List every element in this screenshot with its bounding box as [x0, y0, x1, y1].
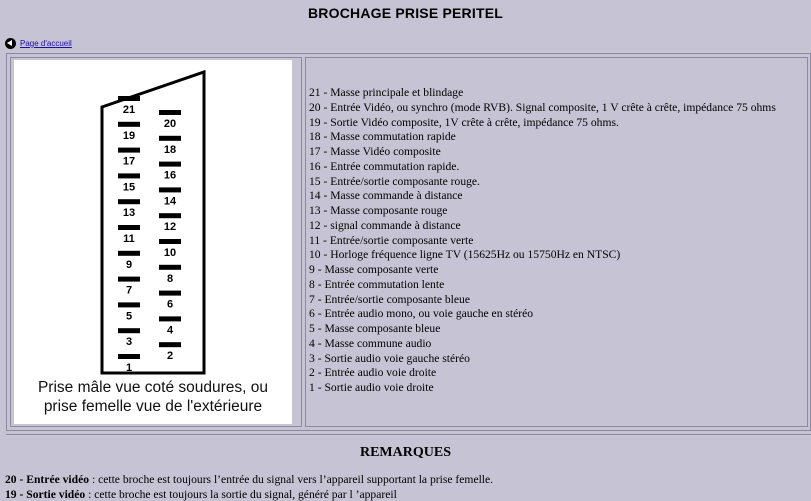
pin-description: 16 - Entrée commutation rapide.: [309, 159, 460, 173]
page-title: BROCHAGE PRISE PERITEL: [308, 5, 503, 21]
pin-contact: [118, 277, 140, 282]
pin-number: 5: [125, 310, 133, 323]
pin-contact: [159, 291, 181, 296]
remark-text: : cette broche est toujours la sortie du signal, généré par l ’appareil: [85, 488, 397, 501]
pin-contact: [118, 122, 140, 127]
pin-number: 10: [163, 247, 177, 259]
left-pin-column: [118, 96, 140, 374]
scart-connector-drawing: [14, 60, 292, 378]
pin-contact: [118, 148, 140, 153]
pin-number: 6: [166, 298, 174, 311]
pin-number: 18: [163, 143, 177, 156]
pin-number: 15: [122, 181, 136, 194]
pin-number: 13: [122, 207, 136, 220]
pin-contact: [159, 342, 181, 347]
pin-description: 17 - Masse Vidéo composite: [309, 145, 441, 158]
pin-contact: [118, 354, 140, 359]
pin-number: 1: [125, 362, 133, 374]
pin-description: 20 - Entrée Vidéo, ou synchro (mode RVB). Signal composite, 1 V crête à crête, impédance 75 ohms: [309, 100, 776, 114]
remarks-title: REMARQUES: [359, 445, 451, 460]
pin-description: 21 - Masse principale et blindage: [309, 86, 464, 99]
remark-label: 20 - Entrée vidéo: [5, 473, 90, 486]
pin-contact: [118, 302, 140, 307]
caption-line-2: prise femelle vue de l'extérieure: [43, 398, 263, 415]
pin-contact: [118, 96, 140, 101]
pin-number: 12: [163, 221, 177, 234]
connector-diagram: [14, 60, 292, 424]
remark-label: 19 - Sortie vidéo: [5, 488, 86, 501]
pin-number: 7: [125, 284, 133, 297]
pin-description: 5 - Masse composante bleue: [309, 322, 441, 335]
pin-description: 19 - Sortie Vidéo composite, 1V crête à crête, impédance 75 ohms.: [309, 115, 619, 129]
pin-contact: [159, 316, 181, 321]
pin-description: 15 - Entrée/sortie composante rouge.: [309, 174, 480, 188]
pin-number: 2: [166, 350, 174, 363]
diagram-caption: [14, 378, 292, 416]
pin-number: 4: [166, 324, 174, 337]
pin-contact: [118, 328, 140, 333]
pin-number: 8: [166, 272, 174, 285]
pinout-table: [6, 53, 811, 431]
pin-description: 3 - Sortie audio voie gauche stéréo: [309, 351, 470, 365]
pin-contact: [159, 239, 181, 244]
pin-contact: [159, 136, 181, 141]
pin-description: 10 - Horloge fréquence ligne TV (15625Hz ou 15750Hz en NTSC): [309, 248, 621, 262]
pin-description-cell: [305, 57, 808, 427]
back-arrow-icon[interactable]: [5, 38, 16, 49]
pin-description: 4 - Masse commune audio: [309, 336, 432, 350]
pin-contact: [118, 173, 140, 178]
pin-description: 9 - Masse composante verte: [309, 263, 439, 276]
connector-outline: [102, 72, 204, 373]
pin-contact: [118, 199, 140, 204]
pin-contact: [118, 225, 140, 230]
pin-description: 11 - Entrée/sortie composante verte: [309, 233, 474, 247]
divider: [6, 434, 811, 435]
pin-contact: [159, 213, 181, 218]
pin-number: 11: [123, 233, 135, 245]
pin-description: 18 - Masse commutation rapide: [309, 130, 456, 144]
diagram-cell: [10, 57, 302, 427]
pin-description: 8 - Entrée commutation lente: [309, 277, 445, 291]
pin-description: 7 - Entrée/sortie composante bleue: [309, 292, 470, 306]
pin-description-list: [309, 86, 776, 396]
pin-description: 12 - signal commande à distance: [309, 218, 461, 232]
caption-line-1: Prise mâle vue coté soudures, ou: [37, 379, 269, 396]
pin-number: 3: [125, 336, 133, 349]
home-link-label[interactable]: Page d'accueil: [20, 39, 72, 48]
pin-contact: [159, 187, 181, 192]
pin-number: 21: [122, 104, 136, 116]
pin-number: 16: [163, 169, 177, 182]
pin-description: 2 - Entrée audio voie droite: [309, 366, 437, 380]
pin-description: 6 - Entrée audio mono, ou voie gauche en stéréo: [309, 307, 534, 321]
pin-number: 20: [163, 118, 177, 130]
pin-number: 14: [163, 195, 177, 208]
pin-description: 13 - Masse composante rouge: [309, 204, 448, 217]
pin-number: 17: [122, 155, 136, 168]
pin-number: 19: [122, 129, 136, 142]
right-pin-column: [159, 110, 181, 362]
remark-item: [5, 473, 493, 486]
pin-number: 9: [125, 258, 133, 271]
remark-text: : cette broche est toujours l’entrée du signal vers l’appareil supportant la prise femelle.: [89, 473, 494, 486]
pin-contact: [118, 251, 140, 256]
pin-description: 1 - Sortie audio voie droite: [309, 381, 434, 394]
home-link[interactable]: [5, 38, 72, 49]
pin-contact: [159, 162, 181, 167]
remark-item: [5, 488, 397, 501]
pin-description: 14 - Masse commande à distance: [309, 189, 463, 203]
pin-contact: [159, 110, 181, 115]
pin-contact: [159, 265, 181, 270]
